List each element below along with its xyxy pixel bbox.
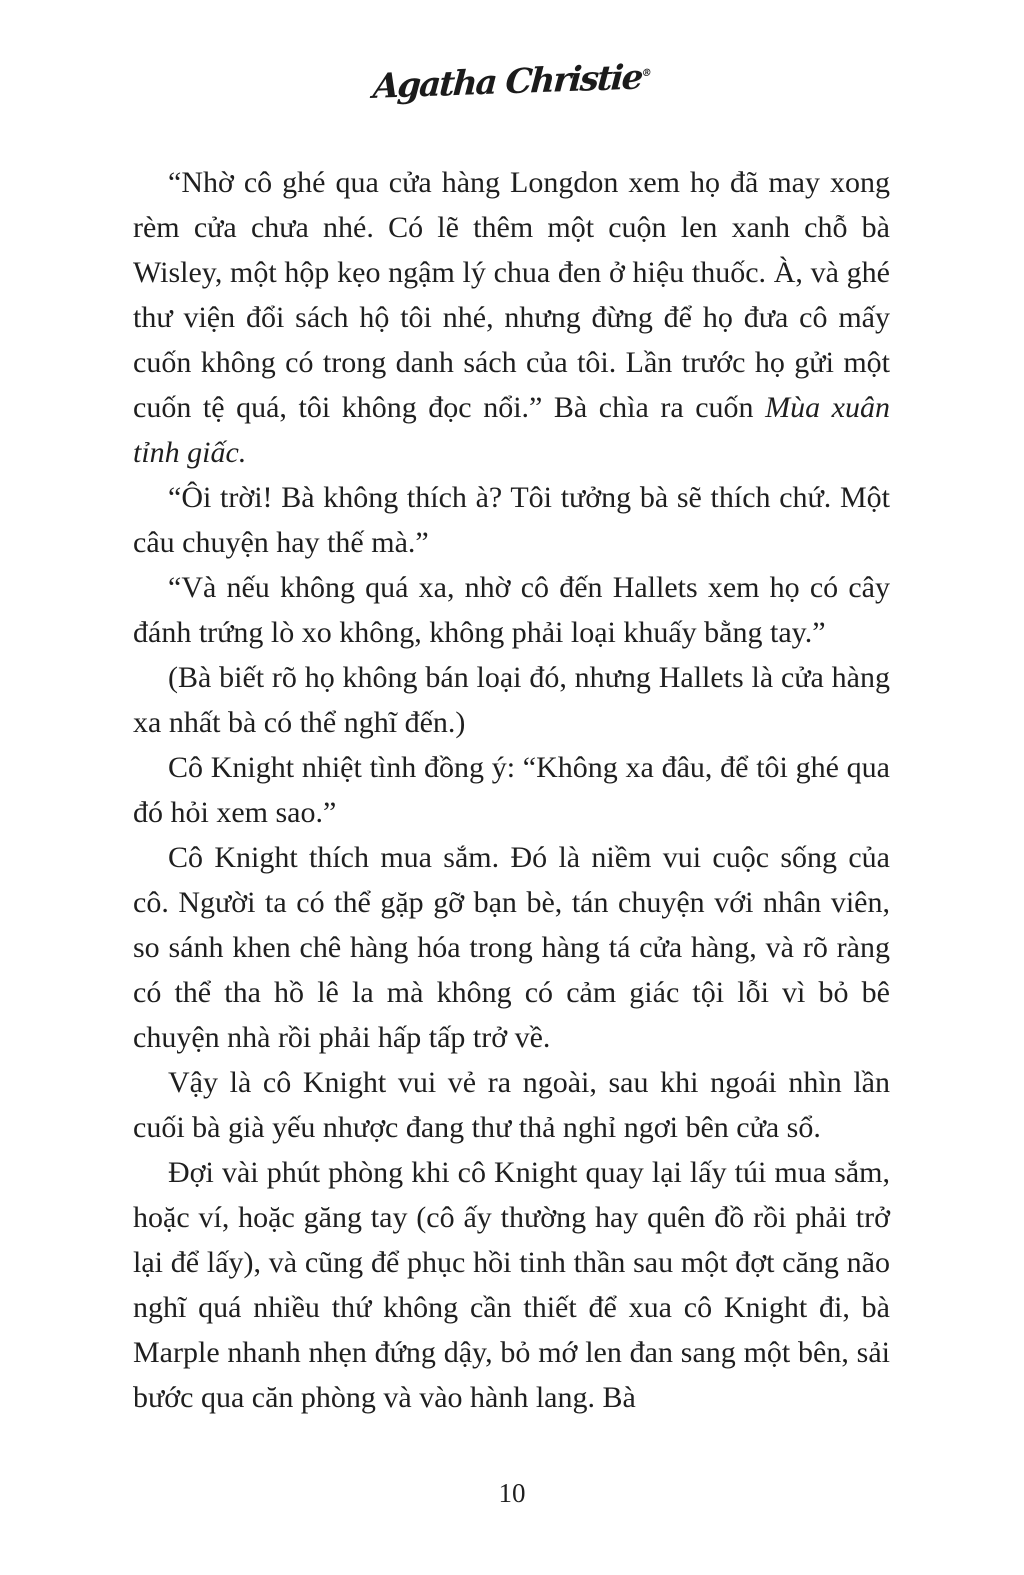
paragraph-text: “Ôi trời! Bà không thích à? Tôi tưởng bà sẽ thích chứ. Một câu chuyện hay thế mà.” (133, 481, 890, 559)
registered-trademark-icon: ® (641, 67, 652, 80)
paragraph (133, 655, 890, 745)
agatha-christie-signature (371, 57, 652, 107)
book-title-italic: Mùa xuân tỉnh giấc. (133, 391, 890, 469)
paragraph-text: (Bà biết rõ họ không bán loại đó, nhưng Hallets là cửa hàng xa nhất bà có thể nghĩ đến.) (133, 661, 890, 739)
paragraph (133, 1060, 890, 1150)
paragraph (133, 745, 890, 835)
page-body (133, 160, 890, 1420)
paragraph-text: Cô Knight thích mua sắm. Đó là niềm vui cuộc sống của cô. Người ta có thể gặp gỡ bạn bè, tán chuyện với nhân viên, so sánh khen chê hàng hóa trong hàng tá cửa hàng, và rõ ràng có thể tha hồ lê la mà không có cảm giác tội lỗi vì bỏ bê chuyện nhà rồi phải hấp tấp trở về. (133, 841, 890, 1054)
page-header (0, 57, 1024, 107)
paragraph-text: Đợi vài phút phòng khi cô Knight quay lại lấy túi mua sắm, hoặc ví, hoặc găng tay (cô ấy thường hay quên đồ rồi phải trở lại để lấy), và cũng để phục hồi tinh thần sau một đợt căng não nghĩ quá nhiều thứ không cần thiết để xua cô Knight đi, bà Marple nhanh nhẹn đứng dậy, bỏ mớ len đan sang một bên, sải bước qua căn phòng và vào hành lang. Bà (133, 1156, 890, 1414)
paragraph (133, 565, 890, 655)
page-number: 10 (498, 1478, 526, 1508)
paragraph (133, 475, 890, 565)
paragraph-text: “Và nếu không quá xa, nhờ cô đến Hallets xem họ có cây đánh trứng lò xo không, không phải loại khuấy bằng tay.” (133, 571, 890, 649)
signature-text: Agatha Christie (371, 57, 643, 107)
paragraph (133, 835, 890, 1060)
paragraph-text: “Nhờ cô ghé qua cửa hàng Longdon xem họ đã may xong rèm cửa chưa nhé. Có lẽ thêm một cuộn len xanh chỗ bà Wisley, một hộp kẹo ngậm lý chua đen ở hiệu thuốc. À, và ghé thư viện đổi sách hộ tôi nhé, nhưng đừng để họ đưa cô mấy cuốn không có trong danh sách của tôi. Lần trước họ gửi một cuốn tệ quá, tôi không đọc nổi.” Bà chìa ra cuốn (133, 166, 890, 424)
paragraph (133, 160, 890, 475)
paragraph-text: Vậy là cô Knight vui vẻ ra ngoài, sau khi ngoái nhìn lần cuối bà già yếu nhược đang thư thả nghỉ ngơi bên cửa sổ. (133, 1066, 890, 1144)
paragraph (133, 1150, 890, 1420)
page-footer (0, 1478, 1024, 1509)
paragraph-text: Cô Knight nhiệt tình đồng ý: “Không xa đâu, để tôi ghé qua đó hỏi xem sao.” (133, 751, 890, 829)
